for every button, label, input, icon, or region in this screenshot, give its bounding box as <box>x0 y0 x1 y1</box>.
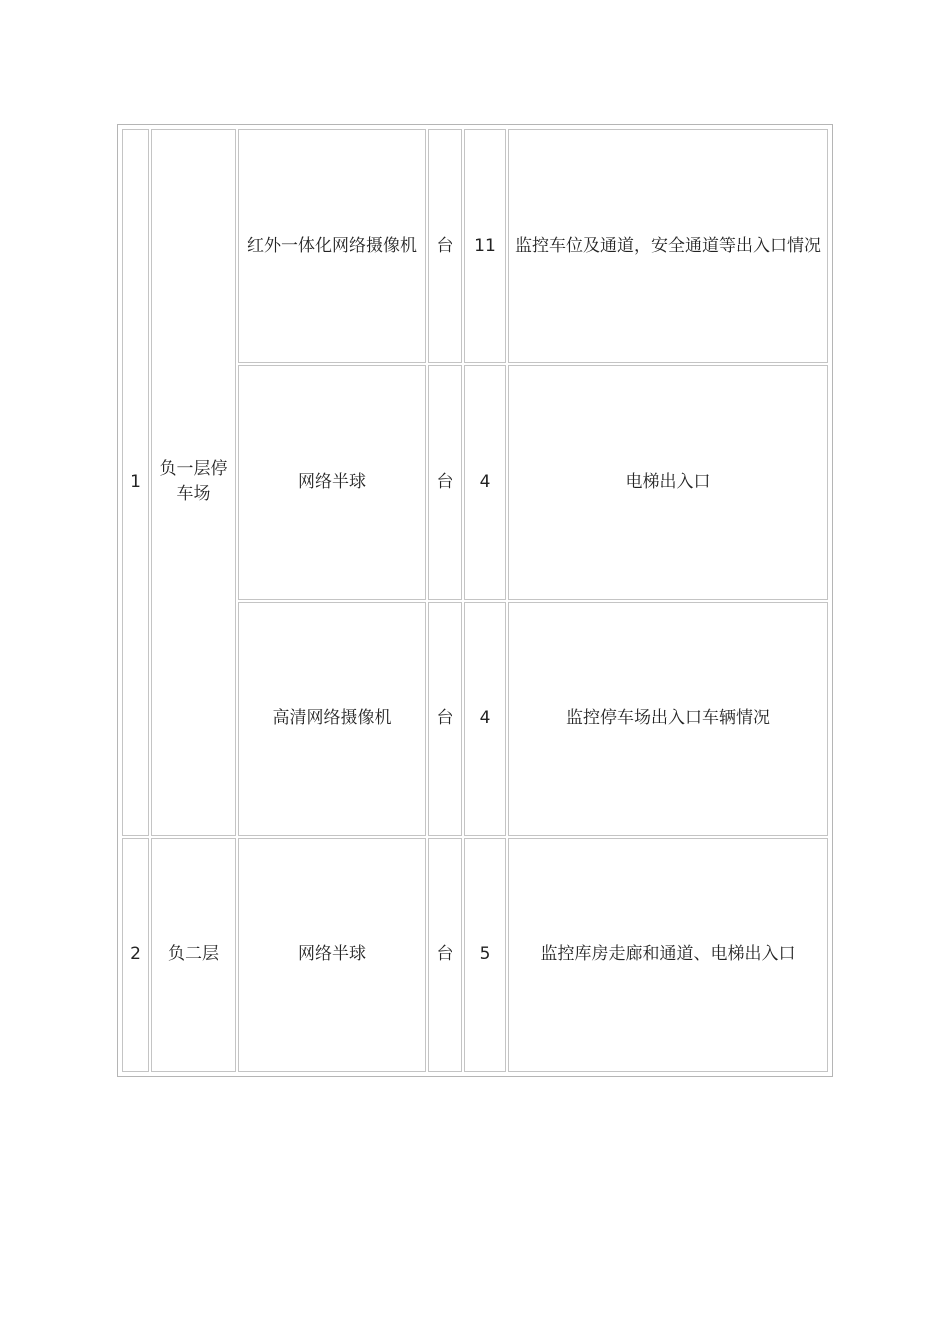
purpose-cell: 监控停车场出入口车辆情况 <box>508 602 828 836</box>
purpose-cell: 监控车位及通道，安全通道等出入口情况 <box>508 129 828 363</box>
table-row <box>122 129 828 363</box>
purpose-cell: 电梯出入口 <box>508 365 828 599</box>
quantity-cell: 4 <box>464 602 506 836</box>
unit-cell: 台 <box>428 838 462 1072</box>
quantity-cell: 4 <box>464 365 506 599</box>
quantity-cell: 5 <box>464 838 506 1072</box>
row-number-cell: 2 <box>122 838 149 1072</box>
unit-cell: 台 <box>428 365 462 599</box>
location-cell: 负二层 <box>151 838 236 1072</box>
device-cell: 高清网络摄像机 <box>238 602 426 836</box>
purpose-cell: 监控库房走廊和通道、电梯出入口 <box>508 838 828 1072</box>
equipment-table <box>120 127 830 1074</box>
device-cell: 红外一体化网络摄像机 <box>238 129 426 363</box>
unit-cell: 台 <box>428 602 462 836</box>
equipment-table-frame <box>117 124 833 1077</box>
quantity-cell: 11 <box>464 129 506 363</box>
device-cell: 网络半球 <box>238 365 426 599</box>
table-row <box>122 838 828 1072</box>
unit-cell: 台 <box>428 129 462 363</box>
row-number-cell: 1 <box>122 129 149 836</box>
device-cell: 网络半球 <box>238 838 426 1072</box>
location-cell: 负一层停车场 <box>151 129 236 836</box>
